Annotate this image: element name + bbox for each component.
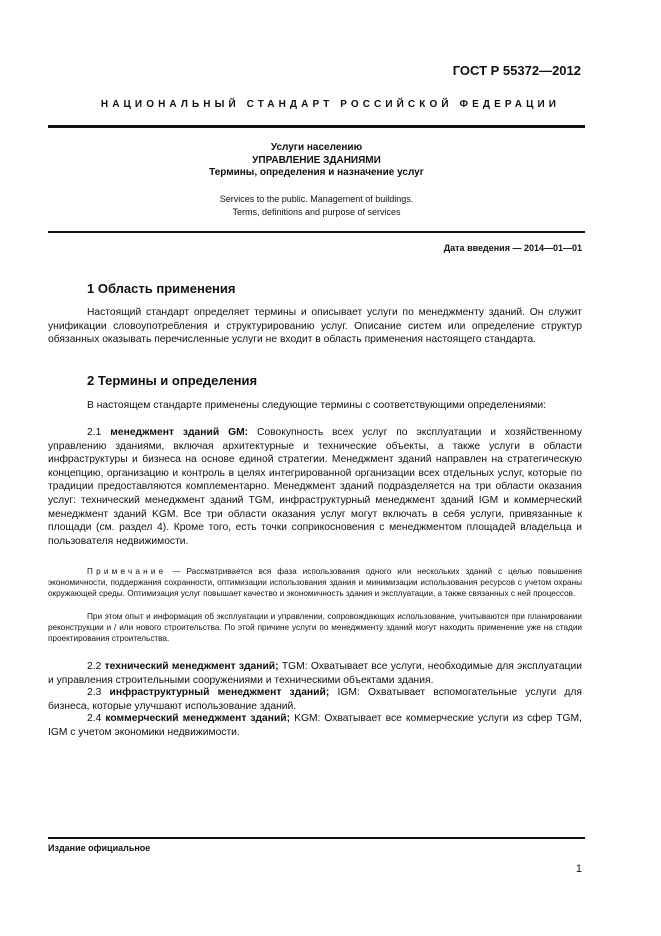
gost-number: ГОСТ Р 55372—2012 bbox=[452, 63, 581, 78]
note-label: Примечание bbox=[87, 567, 167, 576]
term-2-4 bbox=[48, 712, 582, 739]
introduction-date: Дата введения — 2014—01—01 bbox=[443, 243, 582, 253]
english-title-line-1: Services to the public. Management of buildings. bbox=[219, 194, 414, 204]
term-2-1-name: менеджмент зданий GM: bbox=[110, 427, 249, 438]
term-2-2 bbox=[48, 660, 582, 687]
title-divider bbox=[48, 231, 585, 233]
national-standard-heading: НАЦИОНАЛЬНЫЙ СТАНДАРТ РОССИЙСКОЙ ФЕДЕРАЦИИ bbox=[100, 99, 561, 110]
document-title bbox=[48, 142, 585, 180]
term-2-2-definition: TGM: Охватывает все услуги, необходимые для эксплуатации и управления строительными сооружениями и техническими объектами здания. bbox=[48, 661, 582, 686]
term-2-1-number: 2.1 bbox=[87, 427, 102, 438]
term-2-3-number: 2.3 bbox=[87, 687, 102, 698]
page-number: 1 bbox=[575, 863, 582, 875]
official-edition-label: Издание официальное bbox=[48, 843, 151, 853]
section-2-heading: 2 Термины и определения bbox=[87, 373, 258, 388]
term-2-3-definition: IGM: Охватывает вспомогательные услуги для бизнеса, которые улучшают использование зданий. bbox=[48, 687, 582, 712]
section-2-intro: В настоящем стандарте применены следующие термины с соответствующими определениями: bbox=[87, 400, 547, 411]
header-divider bbox=[48, 125, 585, 128]
term-2-3 bbox=[48, 686, 582, 713]
term-2-4-number: 2.4 bbox=[87, 713, 102, 724]
section-1-text: Настоящий стандарт определяет термины и описывает услуги по менеджменту зданий. Он служит унификации словоупотребления и структурированию услуг. Описание систем или определение структур обязанных оказывать перечисленные услуги не входит в область применения настоящего стандарта. bbox=[48, 307, 582, 346]
term-2-3-name: инфраструктурный менеджмент зданий; bbox=[109, 687, 330, 698]
term-2-1-definition: Совокупность всех услуг по эксплуатации и хозяйственному управлению зданиями, включая архитектурные и технические объекты, а также услуги в области инфраструктуры и бизнеса на основе единой стратегии. Менеджмент зданий направлен на стратегическую концепцию, организацию и контроль в целях интегрированной организации всех отдельных услуг, которые по традиции предоставляются комплементарно. Менеджмент зданий подразделяется на три области оказания услуг: технический менеджмент зданий TGM, инфраструктурный менеджмент зданий IGM и коммерческий менеджмент зданий KGM. Все три области оказания услуг могут включать в себя услуги, привязанные к площади (см. раздел 4). Кроме того, есть точки соприкосновения с менеджментом площадей владельца и пользователя недвижимости. bbox=[48, 427, 582, 547]
note-text-1: — Рассматривается вся фаза использования одного или нескольких зданий с целью повышения экономичности, поддержания сохранности, оптимизации использования здания и минимизации использования ресурсов с учетом охраны окружающей среды. Оптимизация услуг повышает качество и экономичность здания и эксплуатации, а также связанных с ней процессов. bbox=[48, 567, 582, 599]
term-2-4-definition: KGM: Охватывает все коммерческие услуги из сфер TGM, IGM с учетом экономики недвижимости. bbox=[48, 713, 582, 738]
term-2-4-name: коммерческий менеджмент зданий; bbox=[105, 713, 291, 724]
title-line-2: УПРАВЛЕНИЕ ЗДАНИЯМИ bbox=[252, 154, 381, 166]
english-title bbox=[48, 193, 585, 218]
footer-divider bbox=[48, 837, 585, 839]
title-line-3: Термины, определения и назначение услуг bbox=[209, 167, 424, 178]
title-line-1: Услуги населению bbox=[270, 142, 363, 153]
english-title-line-2: Terms, definitions and purpose of services bbox=[232, 206, 401, 217]
term-2-2-name: технический менеджмент зданий; bbox=[104, 661, 279, 672]
note-paragraph-2: При этом опыт и информация об эксплуатации и управлении, сопровождающих использование, учитываются при планировании реконструкции и / или нового строительства. По этой причине услуги по менеджменту зданий могут находить применение уже на стадии проектирования строительства. bbox=[48, 612, 582, 644]
section-1-heading: 1 Область применения bbox=[87, 281, 236, 296]
note-paragraph-1 bbox=[48, 566, 582, 600]
term-2-2-number: 2.2 bbox=[87, 661, 102, 672]
term-2-1 bbox=[48, 426, 582, 548]
